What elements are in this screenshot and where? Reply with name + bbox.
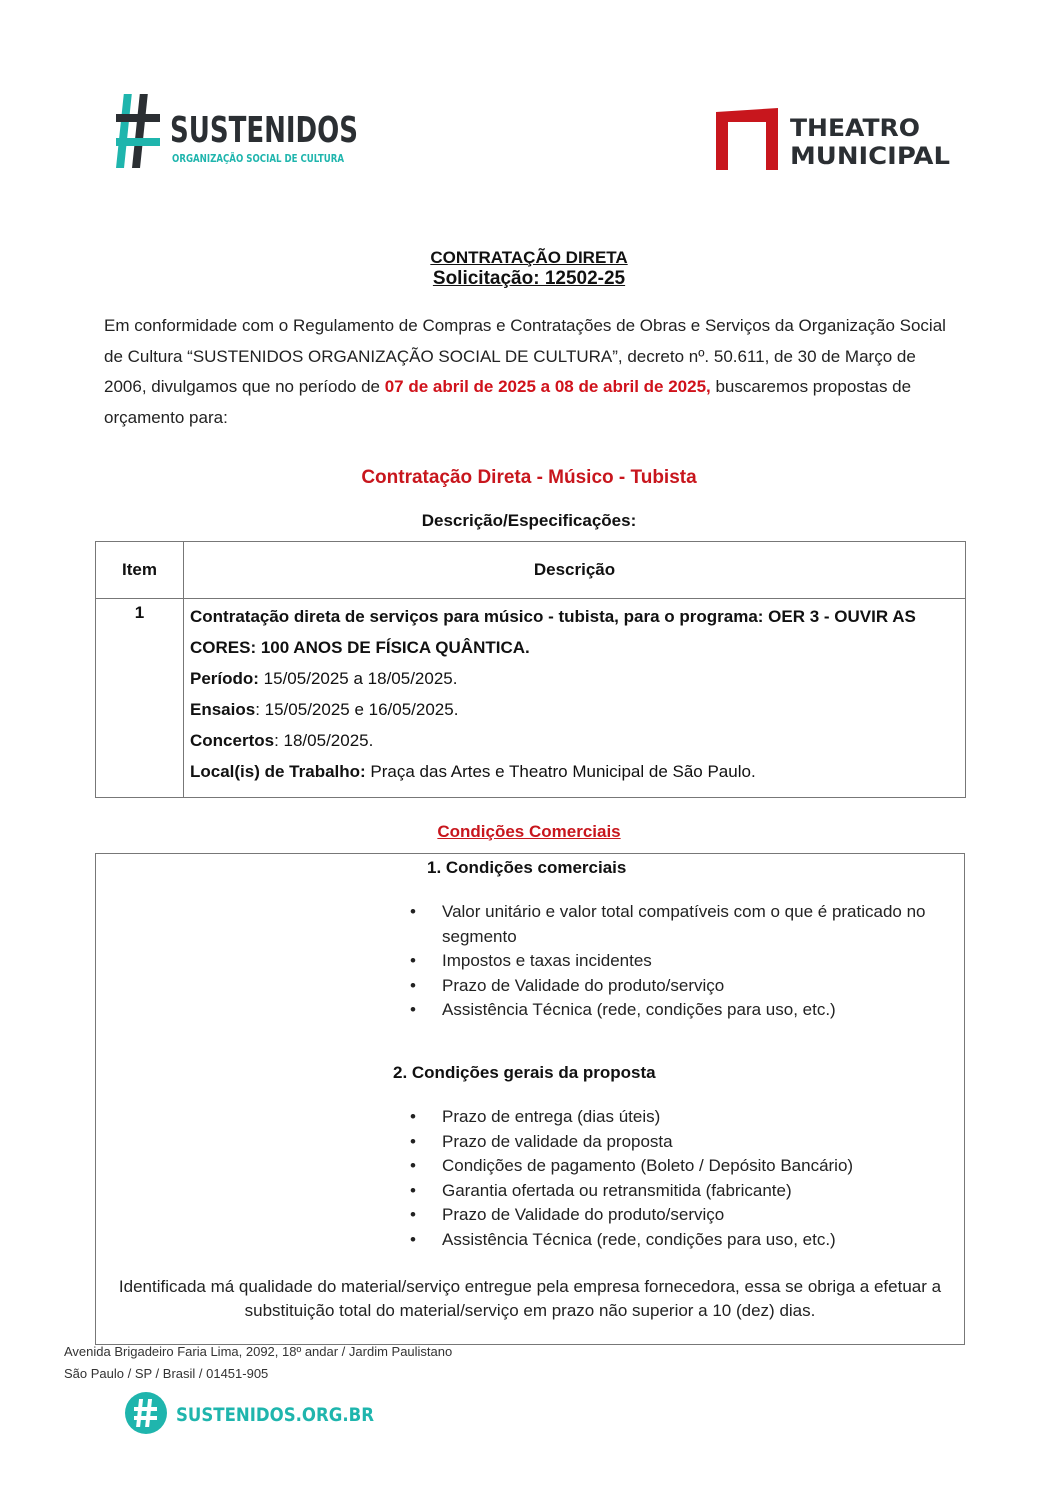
table-cell-item: 1: [96, 599, 184, 798]
list-item: [410, 949, 958, 974]
list-item-text: Prazo de validade da proposta: [442, 1131, 673, 1151]
bullet-icon: •: [410, 1156, 416, 1175]
list-item: [410, 1130, 958, 1155]
hash-circle-icon: [125, 1392, 167, 1434]
list-item: [410, 998, 958, 1023]
theatro-logo-line2: MUNICIPAL: [790, 142, 950, 170]
footer-site-link: SUSTENIDOS.ORG.BR: [176, 1404, 375, 1426]
list-item: [410, 1228, 958, 1253]
sustenidos-footer-logo[interactable]: [124, 1390, 384, 1436]
periodo-label: Período:: [190, 669, 259, 688]
list-item-text: Prazo de Validade do produto/serviço: [442, 975, 725, 995]
list-item-text: Prazo de entrega (dias úteis): [442, 1107, 661, 1126]
sustenidos-logo: [116, 92, 366, 172]
periodo-value: 15/05/2025 a 18/05/2025.: [258, 669, 458, 688]
intro-period-highlight: 07 de abril de 2025 a 08 de abril de 2025,: [384, 377, 711, 396]
list-item-text: Garantia ofertada ou retransmitida (fabricante): [442, 1180, 792, 1200]
theatro-municipal-logo: [716, 108, 956, 174]
list-item: [410, 974, 958, 999]
bullet-icon: •: [410, 1107, 416, 1126]
section1-list: [410, 900, 958, 1023]
footer-address-line2: São Paulo / SP / Brasil / 01451-905: [64, 1366, 269, 1381]
section2-list: [410, 1105, 958, 1252]
list-item: [410, 1105, 958, 1130]
list-item-text: Assistência Técnica (rede, condições para uso, etc.): [442, 1229, 836, 1249]
footer-address-line1: Avenida Brigadeiro Faria Lima, 2092, 18º andar / Jardim Paulistano: [64, 1344, 453, 1359]
commercial-conditions-heading: Condições Comerciais: [437, 822, 621, 841]
bullet-icon: •: [410, 1131, 416, 1151]
section1-title: 1. Condições comerciais: [427, 858, 627, 877]
specification-table: [95, 541, 966, 798]
list-item: [410, 1203, 958, 1228]
bullet-icon: •: [410, 975, 416, 995]
bullet-icon: •: [410, 1205, 416, 1224]
list-item: [410, 1179, 958, 1204]
section2-title: 2. Condições gerais da proposta: [393, 1063, 656, 1082]
bullet-icon: •: [410, 1229, 416, 1249]
page-title: CONTRATAÇÃO DIRETA: [430, 248, 628, 267]
table-header-row: [96, 542, 966, 599]
bullet-icon: •: [410, 1180, 416, 1200]
list-item-text: Valor unitário e valor total compatíveis com o que é praticado no segmento: [442, 902, 926, 946]
theatro-logo-line1: THEATRO: [790, 114, 920, 142]
ensaios-line: [190, 694, 959, 725]
bullet-icon: •: [410, 951, 416, 970]
sustenidos-logo-name: SUSTENIDOS: [170, 110, 358, 151]
concertos-value: : 18/05/2025.: [274, 731, 374, 750]
request-number: Solicitação: 12502-25: [432, 268, 626, 289]
service-title: Contratação Direta - Músico - Tubista: [361, 467, 697, 488]
table-header-item: Item: [96, 542, 184, 599]
intro-text-before: Em conformidade com o Regulamento de Compras e Contratações de Obras e Serviços da Organização Social de Cultura “SUSTENIDOS ORGANIZAÇÃO SOCIAL DE CULTURA”, decreto nº. 50.611, de 30 de Março de 2006, divulgamos que no período de: [104, 316, 946, 396]
table-row: [96, 599, 966, 798]
description-heading: Descrição/Especificações:: [421, 511, 637, 530]
periodo-line: [190, 663, 959, 694]
bullet-icon: •: [410, 1000, 416, 1019]
ensaios-label: Ensaios: [190, 700, 256, 719]
list-item-text: Impostos e taxas incidentes: [442, 951, 652, 970]
intro-paragraph: [104, 311, 954, 433]
list-item-text: Prazo de Validade do produto/serviço: [442, 1205, 725, 1224]
bullet-icon: •: [410, 902, 416, 921]
list-item: [410, 1154, 958, 1179]
ensaios-value: : 15/05/2025 e 16/05/2025.: [255, 700, 459, 719]
intro-text-after: buscaremos propostas de orçamento para:: [104, 377, 912, 427]
service-main-description: Contratação direta de serviços para músico - tubista, para o programa: OER 3 - OUVIR AS CORES: 100 ANOS DE FÍSICA QUÂNTICA.: [190, 607, 916, 657]
table-cell-description: [184, 599, 966, 798]
concertos-label: Concertos: [190, 731, 275, 750]
table-header-description: Descrição: [184, 542, 966, 599]
local-label: Local(is) de Trabalho:: [190, 762, 366, 781]
local-value: Praça das Artes e Theatro Municipal de São Paulo.: [365, 762, 756, 781]
sustenidos-logo-subtitle: ORGANIZAÇÃO SOCIAL DE CULTURA: [172, 152, 345, 165]
list-item-text: Assistência Técnica (rede, condições para uso, etc.): [442, 1000, 836, 1019]
list-item-text: Condições de pagamento (Boleto / Depósito Bancário): [442, 1156, 854, 1175]
concertos-line: [190, 725, 959, 756]
closing-statement: Identificada má qualidade do material/serviço entregue pela empresa fornecedora, essa se obriga a efetuar a substituição total do material/serviço em prazo não superior a 10 (dez) dias.: [118, 1277, 942, 1320]
local-line: [190, 756, 959, 787]
list-item: [410, 900, 958, 949]
